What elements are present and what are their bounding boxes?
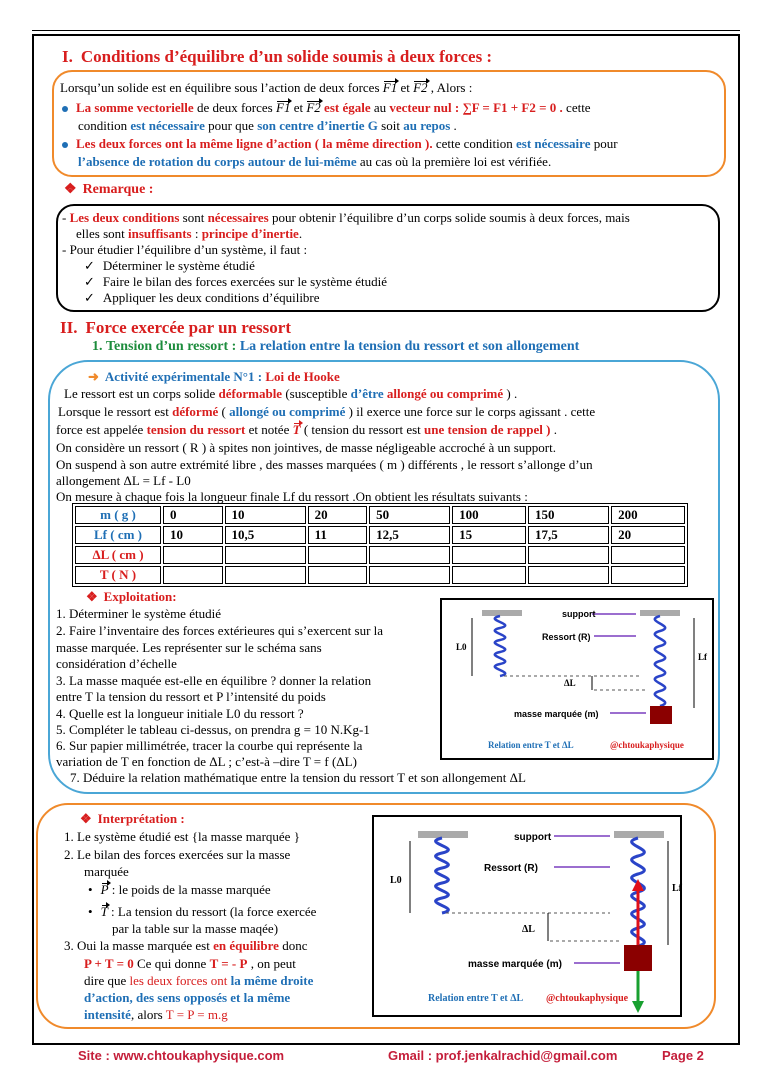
interpretation-line: 2. Le bilan des forces exercées sur la masse [64, 847, 291, 862]
caption-red: @chtoukaphysique [610, 740, 684, 750]
remarque-title: ❖ Remarque : [64, 182, 154, 197]
exploitation-item: considération d’échelle [56, 656, 177, 671]
table-cell [528, 566, 609, 584]
activite-p2: Lorsque le ressort est déformé ( allongé ou comprimé ) il exerce une force sur le corps agissant . cette [58, 404, 596, 419]
table-cell: 0 [163, 506, 223, 524]
table-cell: 200 [611, 506, 685, 524]
caption-red: @chtoukaphysique [546, 993, 629, 1004]
activite-title: ➜ Activité expérimentale N°1 : Loi de Hooke [88, 369, 340, 384]
label-l0: L0 [456, 642, 467, 652]
interpretation-line: intensité, alors T = P = m.g [84, 1007, 228, 1022]
condition-2: Les deux forces ont la même ligne d’action ( la même direction ). cette condition est nécessaire pour [62, 136, 618, 152]
exploitation-item: 1. Déterminer le système étudié [56, 606, 221, 621]
activite-p6: allongement ΔL = Lf - L0 [56, 473, 191, 488]
table-cell [225, 566, 306, 584]
caption-blue: Relation entre T et ΔL [428, 993, 524, 1004]
spring-diagram [442, 600, 712, 758]
section-2-title: II. Force exercée par un ressort [60, 318, 291, 337]
spring-diagram-forces [374, 817, 680, 1015]
exploitation-item: 2. Faire l’inventaire des forces extérieures qui s’exercent sur la [56, 623, 384, 638]
exploitation-item: 3. La masse maquée est-elle en équilibre ? donner la relation [56, 673, 372, 688]
diamond-icon: ❖ [86, 589, 98, 604]
table-cell [452, 566, 526, 584]
table-cell [163, 566, 223, 584]
interpretation-line: P + T = 0 Ce qui donne T = - P , on peut [84, 956, 296, 971]
table-cell [225, 546, 306, 564]
measurement-table [72, 503, 688, 587]
exploitation-item: 6. Sur papier millimétrée, tracer la courbe qui représente la [56, 738, 363, 753]
table-cell [163, 546, 223, 564]
interpretation-line: d’action, des sens opposés et la même [84, 990, 291, 1005]
bullet-icon [62, 106, 68, 112]
label-masse: masse marquée (m) [514, 709, 599, 719]
caption-blue: Relation entre T et ΔL [488, 740, 574, 750]
activite-p1: Le ressort est un corps solide déformable (susceptible d’être allongé ou comprimé ) . [64, 386, 518, 401]
label-ressort: Ressort (R) [542, 632, 591, 642]
activite-p3: force est appelée tension du ressort et notée T ( tension du ressort est une tension de rappel ) . [56, 422, 557, 437]
table-cell [452, 546, 526, 564]
table-cell: 10,5 [225, 526, 306, 544]
table-cell: 150 [528, 506, 609, 524]
table-cell: 12,5 [369, 526, 450, 544]
arrow-icon: ➜ [88, 369, 99, 384]
check-item: ✓ Déterminer le système étudié [84, 258, 255, 273]
footer-page: Page 2 [662, 1048, 704, 1063]
exploitation-item: 7. Déduire la relation mathématique entre la tension du ressort T et son allongement ΔL [70, 770, 526, 785]
label-masse: masse marquée (m) [468, 959, 562, 970]
exploitation-item: entre T la tension du ressort et P l’intensité du poids [56, 689, 326, 704]
exploitation-title: ❖ Exploitation: [86, 589, 177, 604]
table-cell: 10 [163, 526, 223, 544]
table-header-dl: ΔL ( cm ) [75, 546, 161, 564]
table-cell: 11 [308, 526, 368, 544]
condition-1-line2: condition est nécessaire pour que son centre d’inertie G soit au repos . [78, 118, 457, 133]
label-dl: ΔL [564, 678, 576, 688]
table-cell: 50 [369, 506, 450, 524]
table-cell: 20 [308, 506, 368, 524]
interpretation-line: par la table sur la masse maqée) [112, 921, 279, 936]
interpretation-line: • P : le poids de la masse marquée [88, 882, 271, 897]
label-dl: ΔL [522, 924, 535, 935]
label-lf: Lf [698, 652, 707, 662]
table-cell [308, 546, 368, 564]
diamond-icon: ❖ [64, 182, 77, 197]
bullet-icon: • [88, 904, 93, 919]
table-row [75, 566, 685, 584]
table-cell: 17,5 [528, 526, 609, 544]
table-row [75, 546, 685, 564]
spring-figure-1 [440, 598, 714, 760]
interpretation-line: • T : La tension du ressort (la force exercée [88, 904, 317, 919]
table-header-t: T ( N ) [75, 566, 161, 584]
label-l0: L0 [390, 875, 402, 886]
table-row [75, 506, 685, 524]
activite-p4: On considère un ressort ( R ) à spites non jointives, de masse négligeable accroché à un support. [56, 440, 556, 455]
condition-1: La somme vectorielle de deux forces F1 et F2 est égale au vecteur nul : ∑F = F1 + F2 = 0 . cette [62, 100, 591, 116]
table-cell: 20 [611, 526, 685, 544]
check-item: ✓ Faire le bilan des forces exercées sur le système étudié [84, 274, 387, 289]
spring-figure-2 [372, 815, 682, 1017]
table-cell [611, 566, 685, 584]
top-rule [32, 30, 740, 31]
table-cell: 10 [225, 506, 306, 524]
label-ressort: Ressort (R) [484, 863, 538, 874]
checkmark-icon: ✓ [84, 274, 95, 289]
table-cell [369, 546, 450, 564]
table-cell: 100 [452, 506, 526, 524]
exploitation-item: 4. Quelle est la longueur initiale L0 du ressort ? [56, 706, 304, 721]
label-support: support [562, 609, 596, 619]
interpretation-line: marquée [84, 864, 129, 879]
checkmark-icon: ✓ [84, 258, 95, 273]
interpretation-line: 1. Le système étudié est {la masse marquée } [64, 829, 300, 844]
section-1-title: I. Conditions d’équilibre d’un solide soumis à deux forces : [62, 47, 493, 66]
table-cell: 15 [452, 526, 526, 544]
table-cell [528, 546, 609, 564]
table-row [75, 526, 685, 544]
table-header-m: m ( g ) [75, 506, 161, 524]
remarque-line-3: - Pour étudier l’équilibre d’un système, il faut : [62, 242, 308, 257]
exploitation-item: masse marquée. Les représenter sur le schéma sans [56, 640, 322, 655]
condition-2-line2: l’absence de rotation du corps autour de lui-même au cas où la première loi est vérifiée. [78, 154, 552, 169]
section-2-subtitle: 1. Tension d’un ressort : La relation entre la tension du ressort et son allongement [92, 339, 580, 354]
activite-p7: On mesure à chaque fois la longueur finale Lf du ressort .On obtient les résultats suivants : [56, 489, 528, 504]
activite-p5: On suspend à son autre extrémité libre , des masses marquées ( m ) différents , le ressort s’allonge d’un [56, 457, 593, 472]
table-cell [369, 566, 450, 584]
label-lf: Lf [672, 883, 682, 894]
footer-gmail[interactable]: Gmail : prof.jenkalrachid@gmail.com [388, 1048, 618, 1063]
interpretation-line: 3. Oui la masse marquée est en équilibre donc [64, 938, 308, 953]
interpretation-title: ❖ Interprétation : [80, 811, 185, 826]
diamond-icon: ❖ [80, 811, 92, 826]
interpretation-line: dire que les deux forces ont la même droite [84, 973, 314, 988]
table-header-lf: Lf ( cm ) [75, 526, 161, 544]
exploitation-item: 5. Compléter le tableau ci-dessus, on prendra g = 10 N.Kg-1 [56, 722, 370, 737]
label-support: support [514, 832, 552, 843]
exploitation-item: variation de T en fonction de ΔL ; c’est-à –dire T = f (ΔL) [56, 754, 357, 769]
checkmark-icon: ✓ [84, 290, 95, 305]
conditions-intro: Lorsqu’un solide est en équilibre sous l’action de deux forces F1 et F2 , Alors : [60, 80, 473, 95]
bullet-icon [62, 142, 68, 148]
remarque-line-1: - Les deux conditions sont nécessaires pour obtenir l’équilibre d’un corps solide soumis à deux forces, mais [62, 210, 630, 225]
footer-site[interactable]: Site : www.chtoukaphysique.com [78, 1048, 285, 1063]
check-item: ✓ Appliquer les deux conditions d’équilibre [84, 290, 320, 305]
table-cell [308, 566, 368, 584]
table-cell [611, 546, 685, 564]
remarque-line-2: elles sont insuffisants : principe d’inertie. [76, 226, 303, 241]
bullet-icon: • [88, 882, 93, 897]
